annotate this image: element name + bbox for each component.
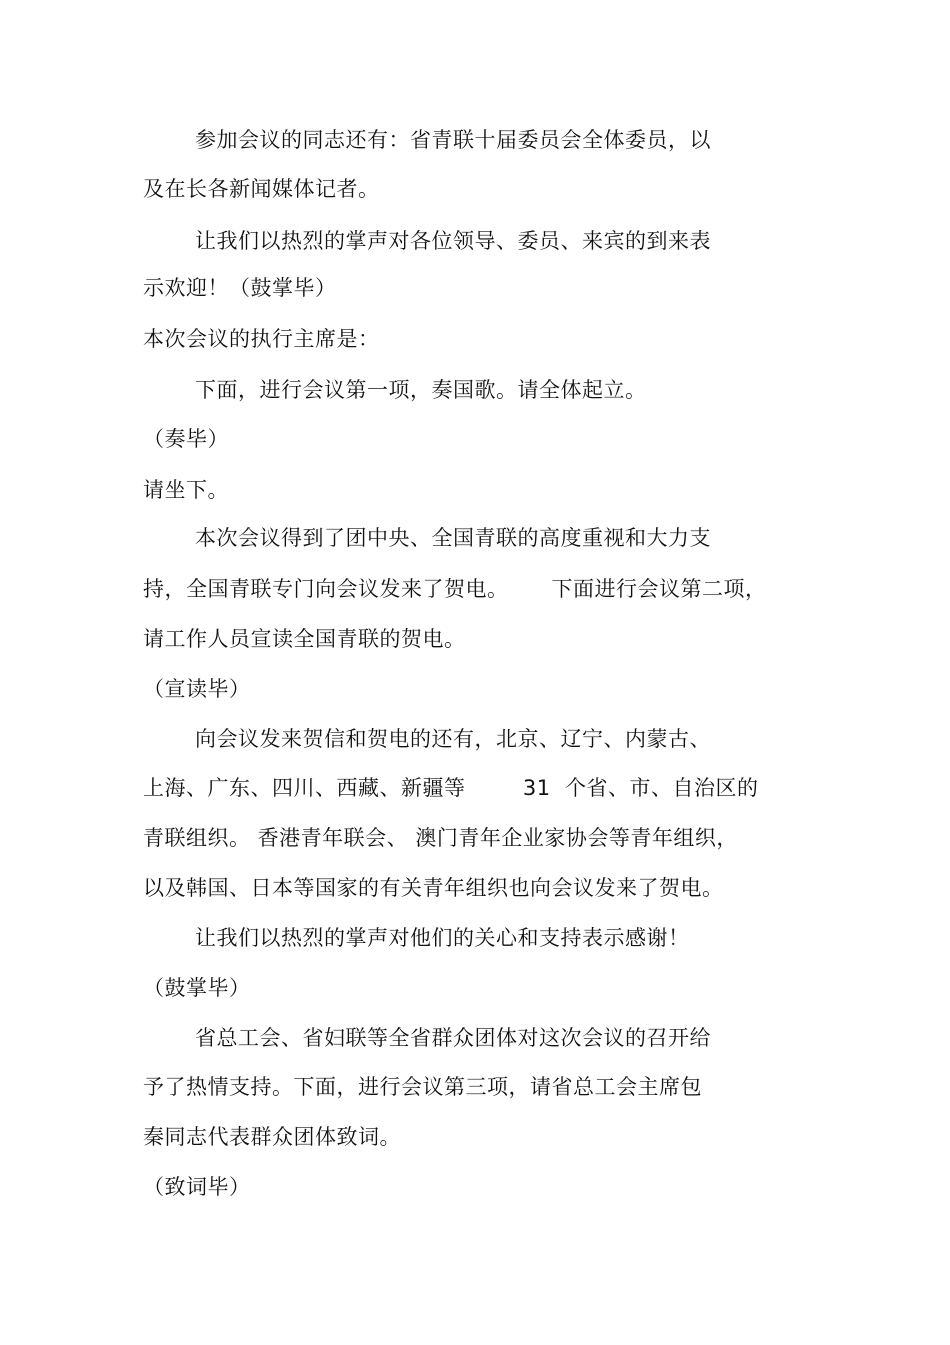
text-line: 向会议发来贺信和贺电的还有，北京、辽宁、内蒙古、 [195, 727, 711, 751]
text-line: 本次会议得到了团中央、全国青联的高度重视和大力支 [195, 526, 711, 550]
text-line: 让我们以热烈的掌声对各位领导、委员、来宾的到来表 [195, 229, 711, 253]
text-line: 让我们以热烈的掌声对他们的关心和支持表示感谢！ [195, 926, 690, 950]
text-line: （宣读毕） [143, 677, 251, 701]
text-line: 下面，进行会议第一项，奏国歌。请全体起立。 [195, 378, 647, 402]
text-line: 本次会议的执行主席是： [143, 327, 380, 351]
text-line: 及在长各新闻媒体记者。 [143, 177, 380, 201]
text-line: （致词毕） [143, 1175, 251, 1199]
text-line: 请工作人员宣读全国青联的贺电。 [143, 627, 466, 651]
text-line: 予了热情支持。下面，进行会议第三项，请省总工会主席包 [143, 1075, 702, 1099]
text-line: 示欢迎！（鼓掌毕） [143, 276, 337, 300]
text-line: 省总工会、省妇联等全省群众团体对这次会议的召开给 [195, 1026, 711, 1050]
text-line: 上海、广东、四川、西藏、新疆等 31 个省、市、自治区的 [143, 776, 759, 800]
text-line: 青联组织。 香港青年联会、 澳门青年企业家协会等青年组织， [143, 826, 738, 850]
text-line: （奏毕） [143, 427, 229, 451]
text-line: 以及韩国、日本等国家的有关青年组织也向会议发来了贺电。 [143, 876, 724, 900]
text-line: 请坐下。 [143, 478, 229, 502]
text-line: 持，全国青联专门向会议发来了贺电。 下面进行会议第二项， [143, 577, 767, 601]
text-line: （鼓掌毕） [143, 976, 251, 1000]
text-line: 秦同志代表群众团体致词。 [143, 1125, 401, 1149]
text-line: 参加会议的同志还有：省青联十届委员会全体委员，以 [195, 128, 711, 152]
